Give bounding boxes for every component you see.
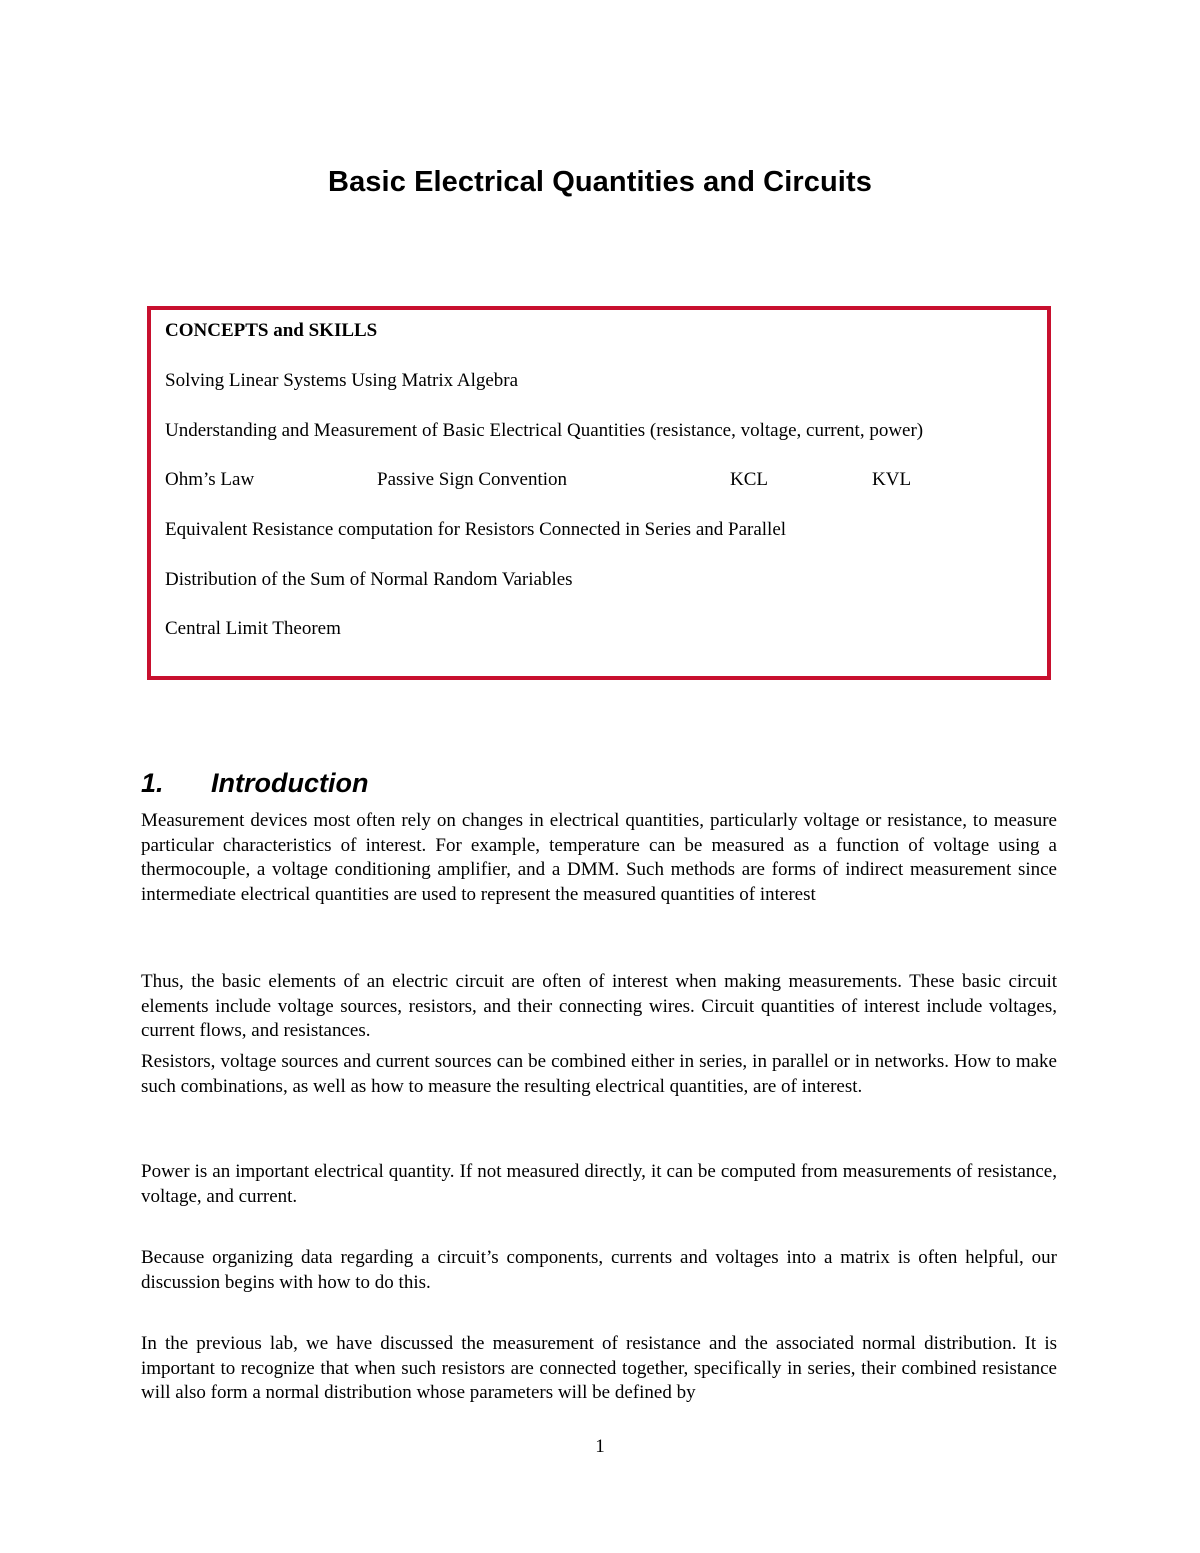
concepts-box-heading: CONCEPTS and SKILLS [165,320,378,341]
concept-item: Distribution of the Sum of Normal Random Variables [165,569,573,590]
concept-item: Solving Linear Systems Using Matrix Algebra [165,370,519,391]
concepts-and-skills-box [147,306,1051,680]
body-paragraph: Thus, the basic elements of an electric circuit are often of interest when making measurements. These basic circuit elements include voltage sources, resistors, and their connecting wires. Circuit quantities of interest include voltages, current flows, and resistances. [141,971,1057,1042]
body-paragraph: Measurement devices most often rely on changes in electrical quantities, particularly voltage or resistance, to measure particular characteristics of interest. For example, temperature can be measured as a function of voltage using a thermocouple, a voltage conditioning amplifier, and a DMM. Such methods are forms of indirect measurement since intermediate electrical quantities are used to represent the measured quantities of interest [141,810,1057,905]
concept-item: Central Limit Theorem [165,618,341,639]
concept-item: Understanding and Measurement of Basic Electrical Quantities (resistance, voltage, current, power) [165,420,924,441]
section-title: Introduction [211,768,369,798]
concept-item: Ohm’s Law [165,469,255,490]
body-paragraph: In the previous lab, we have discussed the measurement of resistance and the associated normal distribution. It is important to recognize that when such resistors are connected together, specifically in series, their combined resistance will also form a normal distribution whose parameters will be defined by [141,1333,1057,1404]
body-paragraph: Resistors, voltage sources and current sources can be combined either in series, in parallel or in networks. How to make such combinations, as well as how to measure the resulting electrical quantities, are of interest. [141,1051,1057,1097]
page-title: Basic Electrical Quantities and Circuits [328,166,872,198]
concept-item: Equivalent Resistance computation for Resistors Connected in Series and Parallel [165,519,787,540]
section-heading [141,768,368,799]
concept-item: KCL [730,469,768,490]
page-number: 1 [595,1436,605,1457]
concept-item: KVL [872,469,912,490]
section-number: 1. [141,768,164,798]
body-paragraph: Because organizing data regarding a circuit’s components, currents and voltages into a matrix is often helpful, our discussion begins with how to do this. [141,1247,1057,1293]
body-paragraph: Power is an important electrical quantity. If not measured directly, it can be computed from measurements of resistance, voltage, and current. [141,1161,1057,1207]
concept-item: Passive Sign Convention [377,469,568,490]
